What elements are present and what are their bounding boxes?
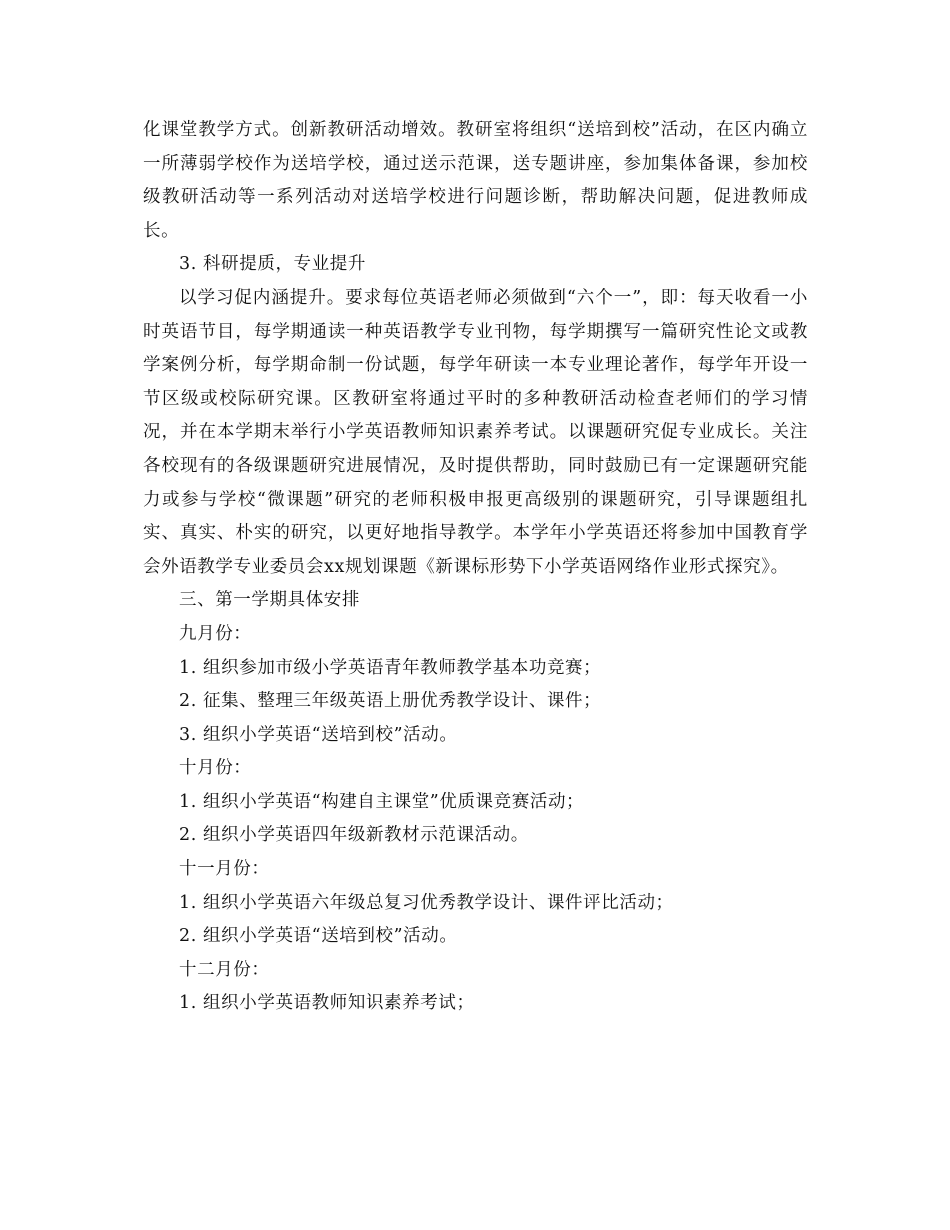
list-item: 1. 组织小学英语教师知识素养考试； <box>179 993 475 1014</box>
subheading-research-quality: 3. 科研提质，专业提升 <box>179 254 366 275</box>
month-heading-november: 十一月份： <box>179 859 270 880</box>
list-item: 3. 组织小学英语“送培到校”活动。 <box>179 724 458 745</box>
paragraph-teaching-research: 化课堂教学方式。创新教研活动增效。教研室将组织“送培到校”活动，在区内确立一所薄弱学校作为送培学校，通过送示范课，送专题讲座，参加集体备课，参加校级教研活动等一系列活动对送培学校进行问题诊断，帮助解决问题，促进教师成长。 <box>143 120 808 241</box>
list-item: 2. 组织小学英语“送培到校”活动。 <box>179 926 458 947</box>
month-heading-december: 十二月份： <box>179 959 270 980</box>
document-body <box>143 114 808 1021</box>
list-item: 2. 组织小学英语四年级新教材示范课活动。 <box>179 825 529 846</box>
list-item: 1. 组织小学英语“构建自主课堂”优质课竞赛活动； <box>179 791 585 812</box>
month-heading-october: 十月份： <box>179 758 252 779</box>
list-item: 1. 组织小学英语六年级总复习优秀教学设计、课件评比活动； <box>179 892 674 913</box>
list-item: 2. 征集、整理三年级英语上册优秀教学设计、课件； <box>179 691 602 712</box>
list-item: 1. 组织参加市级小学英语青年教师教学基本功竞赛； <box>179 657 602 678</box>
paragraph-professional-growth: 以学习促内涵提升。要求每位英语老师必须做到“六个一”，即：每天收看一小时英语节目，每学期通读一种英语教学专业刊物，每学期撰写一篇研究性论文或教学案例分析，每学期命制一份试题，每学年研读一本专业理论著作，每学年开设一节区级或校际研究课。区教研室将通过平时的多种教研活动检查老师们的学习情况，并在本学期末举行小学英语教师知识素养考试。以课题研究促专业成长。关注各校现有的各级课题研究进展情况，及时提供帮助，同时鼓励已有一定课题研究能力或参与学校“微课题”研究的老师积极申报更高级别的课题研究，引导课题组扎实、真实、朴实的研究，以更好地指导教学。本学年小学英语还将参加中国教育学会外语教学专业委员会xx规划课题《新课标形势下小学英语网络作业形式探究》。 <box>143 287 808 577</box>
month-heading-september: 九月份： <box>179 623 252 644</box>
section-heading-first-semester: 三、第一学期具体安排 <box>179 590 360 611</box>
